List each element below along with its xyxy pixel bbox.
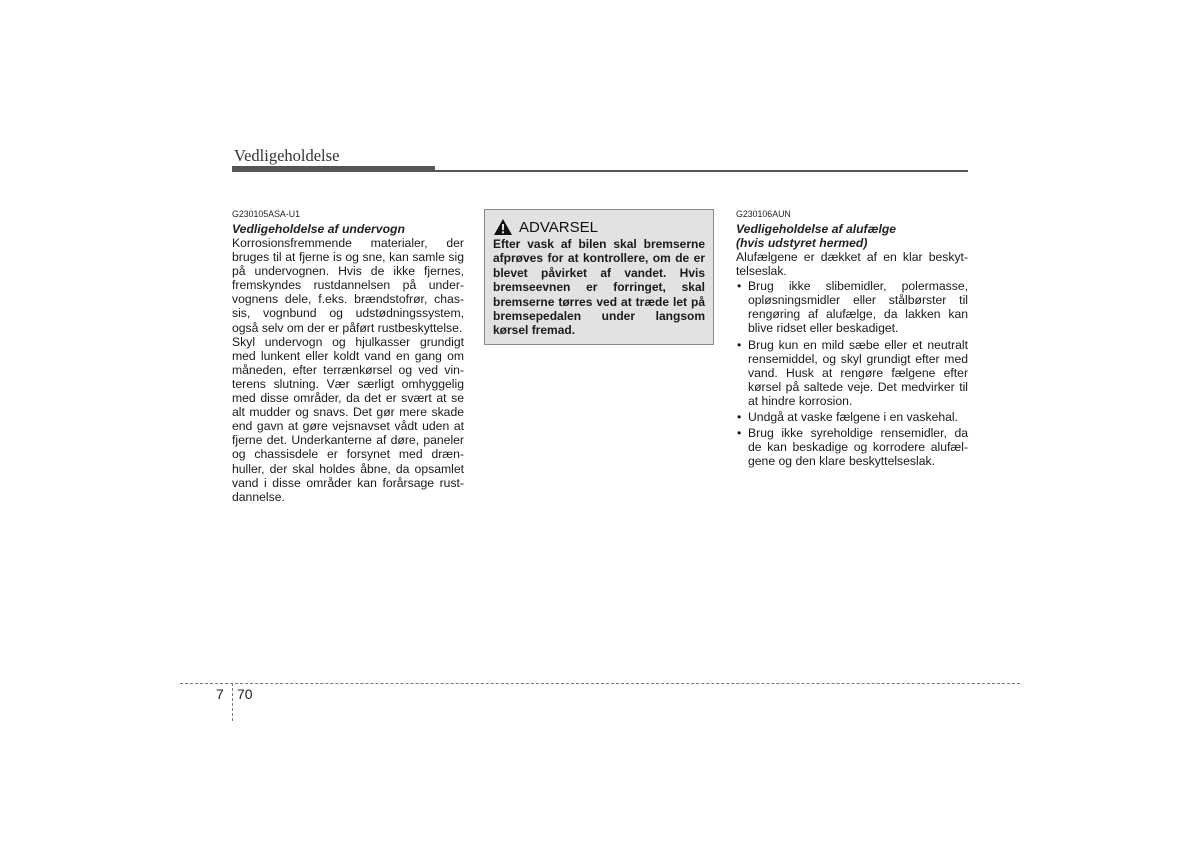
warning-title: ADVARSEL xyxy=(519,218,598,236)
page-number: 70 xyxy=(237,686,253,702)
warning-triangle-icon xyxy=(493,218,513,236)
body-paragraph: Skyl undervogn og hjulkasser grundigt med lunkent eller koldt vand en gang om måneden, efter terrænkørsel og ved vinterens slutning. Vær særligt omhyggelig med disse områder, da det er svært at se alt mudder og snavs. Det gør mere skade end gavn at gøre vejsnavset vådt uden at fjerne det. Underkanterne af døre, paneler og chassisdele er forsynet med drænhuller, der skal holdes åbne, da opsamlet vand i disse områder kan forårsage rustdannelse. xyxy=(232,334,464,504)
body-paragraph: Korrosionsfremmende materialer, der bruges til at fjerne is og sne, kan samle sig på undervognen. Hvis de ikke fjernes, fremskyndes rustdannelsen på undervognens dele, f.eks. brændstofrør, chassis, vognbund og udstødningssystem, også selv om der er påført rustbeskyttelse. xyxy=(232,236,464,335)
list-item: • Brug kun en mild sæbe eller et neutralt rensemiddel, og skyl grundigt efter med vand. Husk at rengøre fælgene efter kørsel på saltede veje. Det medvirker til at hindre korrosion. xyxy=(736,338,968,408)
right-column xyxy=(736,209,968,470)
page-header-title: Vedligeholdelse xyxy=(234,146,340,165)
warning-title-row xyxy=(493,218,705,236)
footer-dashed-divider xyxy=(232,683,233,721)
footer-dashed-rule xyxy=(180,683,1020,684)
chapter-number: 7 xyxy=(216,686,224,702)
list-item: • Undgå at vaske fælgene i en vaskehal. xyxy=(736,410,968,424)
list-item: • Brug ikke syreholdige rensemidler, da de kan beskadige og korrodere alufælgene og den klare beskyttelseslak. xyxy=(736,426,968,468)
section-subheading-note: (hvis udstyret hermed) xyxy=(736,236,868,250)
section-subheading: Vedligeholdelse af undervogn xyxy=(232,222,405,236)
warning-text: Efter vask af bilen skal bremserne afprøves for at kontrollere, om de er blevet påvirket af vandet. Hvis bremseevnen er forringet, skal bremserne tørres ved at træde let på bremsepedalen under langsom kørsel fremad. xyxy=(493,237,705,338)
section-code: G230105ASA-U1 xyxy=(232,209,300,219)
header-rule xyxy=(232,170,968,172)
section-code: G230106AUN xyxy=(736,209,791,219)
care-list xyxy=(736,279,968,468)
left-column xyxy=(232,209,464,504)
section-subheading: Vedligeholdelse af alufælge xyxy=(736,222,897,236)
warning-box xyxy=(484,209,714,345)
list-item: • Brug ikke slibemidler, polermasse, opløsningsmidler eller stålbørster til rengøring af alufælge, da lakken kan blive ridset eller beskadiget. xyxy=(736,279,968,335)
intro-paragraph: Alufælgene er dækket af en klar beskyttelseslak. xyxy=(736,250,968,279)
